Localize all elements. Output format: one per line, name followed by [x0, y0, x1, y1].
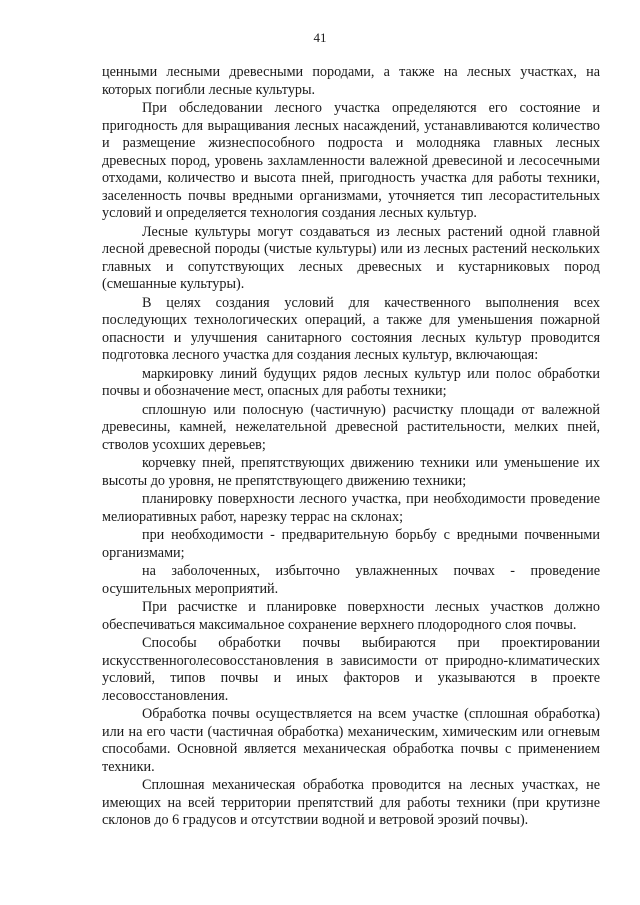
paragraph: ценными лесными древесными породами, а также на лесных участках, на которых погибли лесные культуры.: [102, 64, 600, 98]
list-item: маркировку линий будущих рядов лесных культур или полос обработки почвы и обозначение мест, опасных для работы техники;: [102, 365, 600, 399]
list-item: при необходимости - предварительную борьбу с вредными почвенными организмами;: [102, 527, 600, 561]
paragraph: Обработка почвы осуществляется на всем участке (сплошная обработка) или на его части (частичная обработка) механическим, химическим или огневым способами. Основной является механическая обработка почвы с применением техники.: [102, 706, 600, 775]
paragraph: Способы обработки почвы выбираются при проектировании искусственноголесовосстановления в зависимости от природно-климатических условий, типов почвы и иных факторов и указываются в проекте лесовосстановления.: [102, 635, 600, 704]
paragraph: Сплошная механическая обработка проводится на лесных участках, не имеющих на всей территории препятствий для работы техники (при крутизне склонов до 6 градусов и отсутствии водной и ветровой эрозий почвы).: [102, 777, 600, 828]
paragraph: При обследовании лесного участка определяются его состояние и пригодность для выращивания лесных насаждений, устанавливаются количество и размещение жизнеспособного подроста и молодняка главных лесных древесных пород, уровень захламленности валежной древесиной и лесосечными отходами, количество и высота пней, пригодность участка для работы техники, заселенность почвы вредными организмами, уточняется тип лесорастительных условий и определяется технология создания лесных культур.: [102, 100, 600, 221]
page-number: 41: [313, 30, 327, 45]
list-item: корчевку пней, препятствующих движению техники или уменьшение их высоты до уровня, не препятствующего движению техники;: [102, 455, 600, 489]
list-item: планировку поверхности лесного участка, при необходимости проведение мелиоративных работ, нарезку террас на склонах;: [102, 491, 600, 525]
paragraph: В целях создания условий для качественного выполнения всех последующих технологических операций, а также для уменьшения пожарной опасности и улучшения санитарного состояния лесных культур проводится подготовка лесного участка для создания лесных культур, включающая:: [102, 294, 600, 363]
paragraph: Лесные культуры могут создаваться из лесных растений одной главной лесной древесной породы (чистые культуры) или из лесных растений нескольких главных и сопутствующих лесных древесных и кустарниковых пород (смешанные культуры).: [102, 223, 600, 292]
list-item: на заболоченных, избыточно увлажненных почвах - проведение осушительных мероприятий.: [102, 563, 600, 597]
body-text: [102, 64, 600, 831]
list-item: сплошную или полосную (частичную) расчистку площади от валежной древесины, камней, нежелательной древесной растительности, мелких пней, стволов усохших деревьев;: [102, 401, 600, 453]
paragraph: При расчистке и планировке поверхности лесных участков должно обеспечиваться максимальное сохранение верхнего плодородного слоя почвы.: [102, 599, 600, 633]
